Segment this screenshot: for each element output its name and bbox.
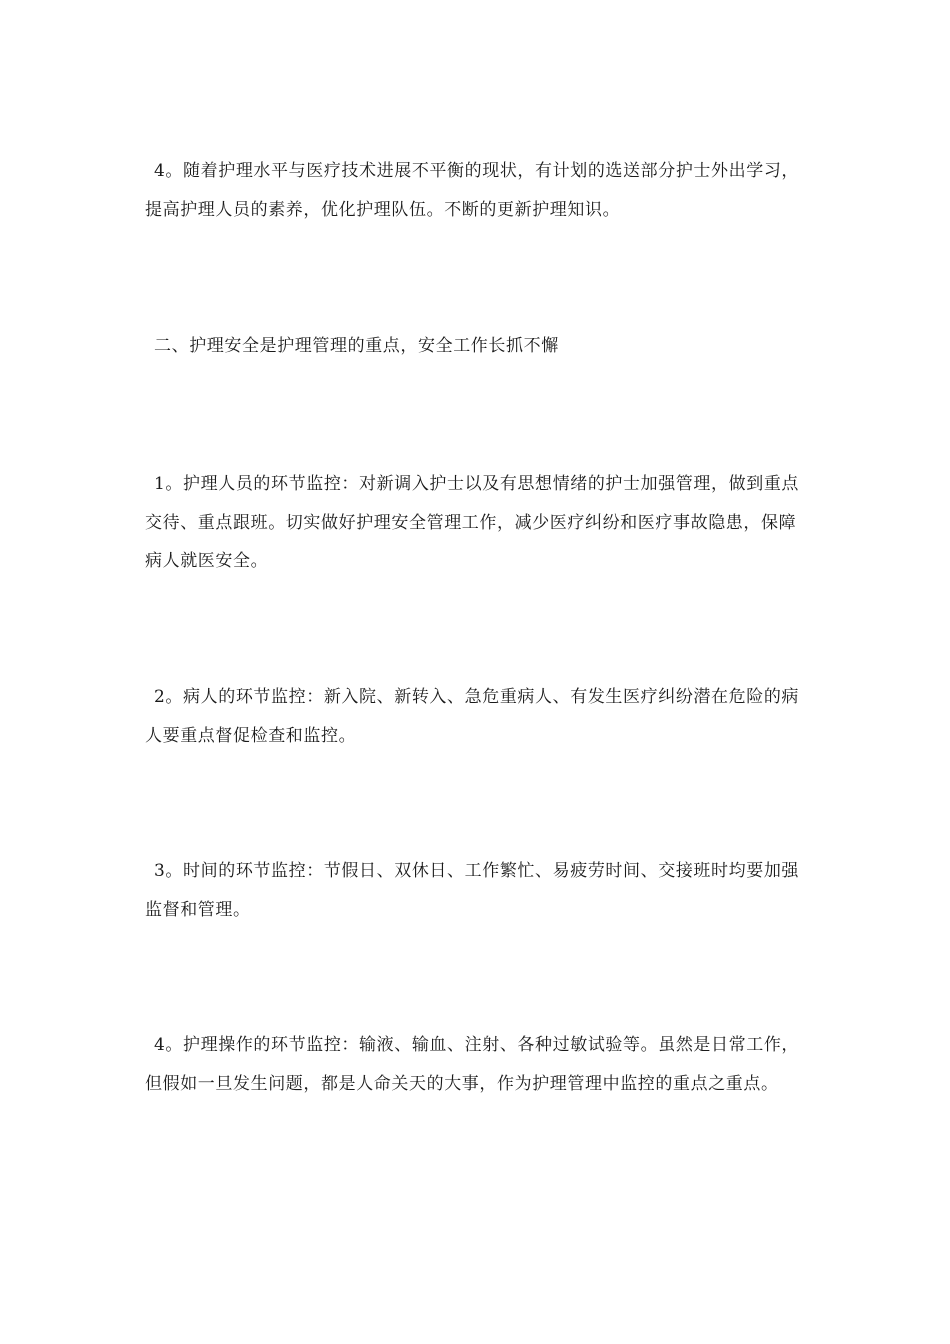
paragraph-patient-monitoring: 2。病人的环节监控：新入院、新转入、急危重病人、有发生医疗纠纷潜在危险的病人要重点督促检查和监控。	[145, 687, 800, 746]
paragraph-training: 4。随着护理水平与医疗技术进展不平衡的现状，有计划的选送部分护士外出学习，提高护理人员的素养，优化护理队伍。不断的更新护理知识。	[145, 161, 800, 220]
paragraph-time-monitoring: 3。时间的环节监控：节假日、双休日、工作繁忙、易疲劳时间、交接班时均要加强监督和管理。	[145, 861, 800, 920]
paragraph-operation-monitoring: 4。护理操作的环节监控：输液、输血、注射、各种过敏试验等。虽然是日常工作，但假如一旦发生问题，都是人命关天的大事，作为护理管理中监控的重点之重点。	[145, 1035, 800, 1094]
section-heading-safety: 二、护理安全是护理管理的重点，安全工作长抓不懈	[154, 336, 559, 356]
paragraph-staff-monitoring: 1。护理人员的环节监控：对新调入护士以及有思想情绪的护士加强管理，做到重点交待、重点跟班。切实做好护理安全管理工作，减少医疗纠纷和医疗事故隐患，保障病人就医安全。	[145, 474, 800, 571]
